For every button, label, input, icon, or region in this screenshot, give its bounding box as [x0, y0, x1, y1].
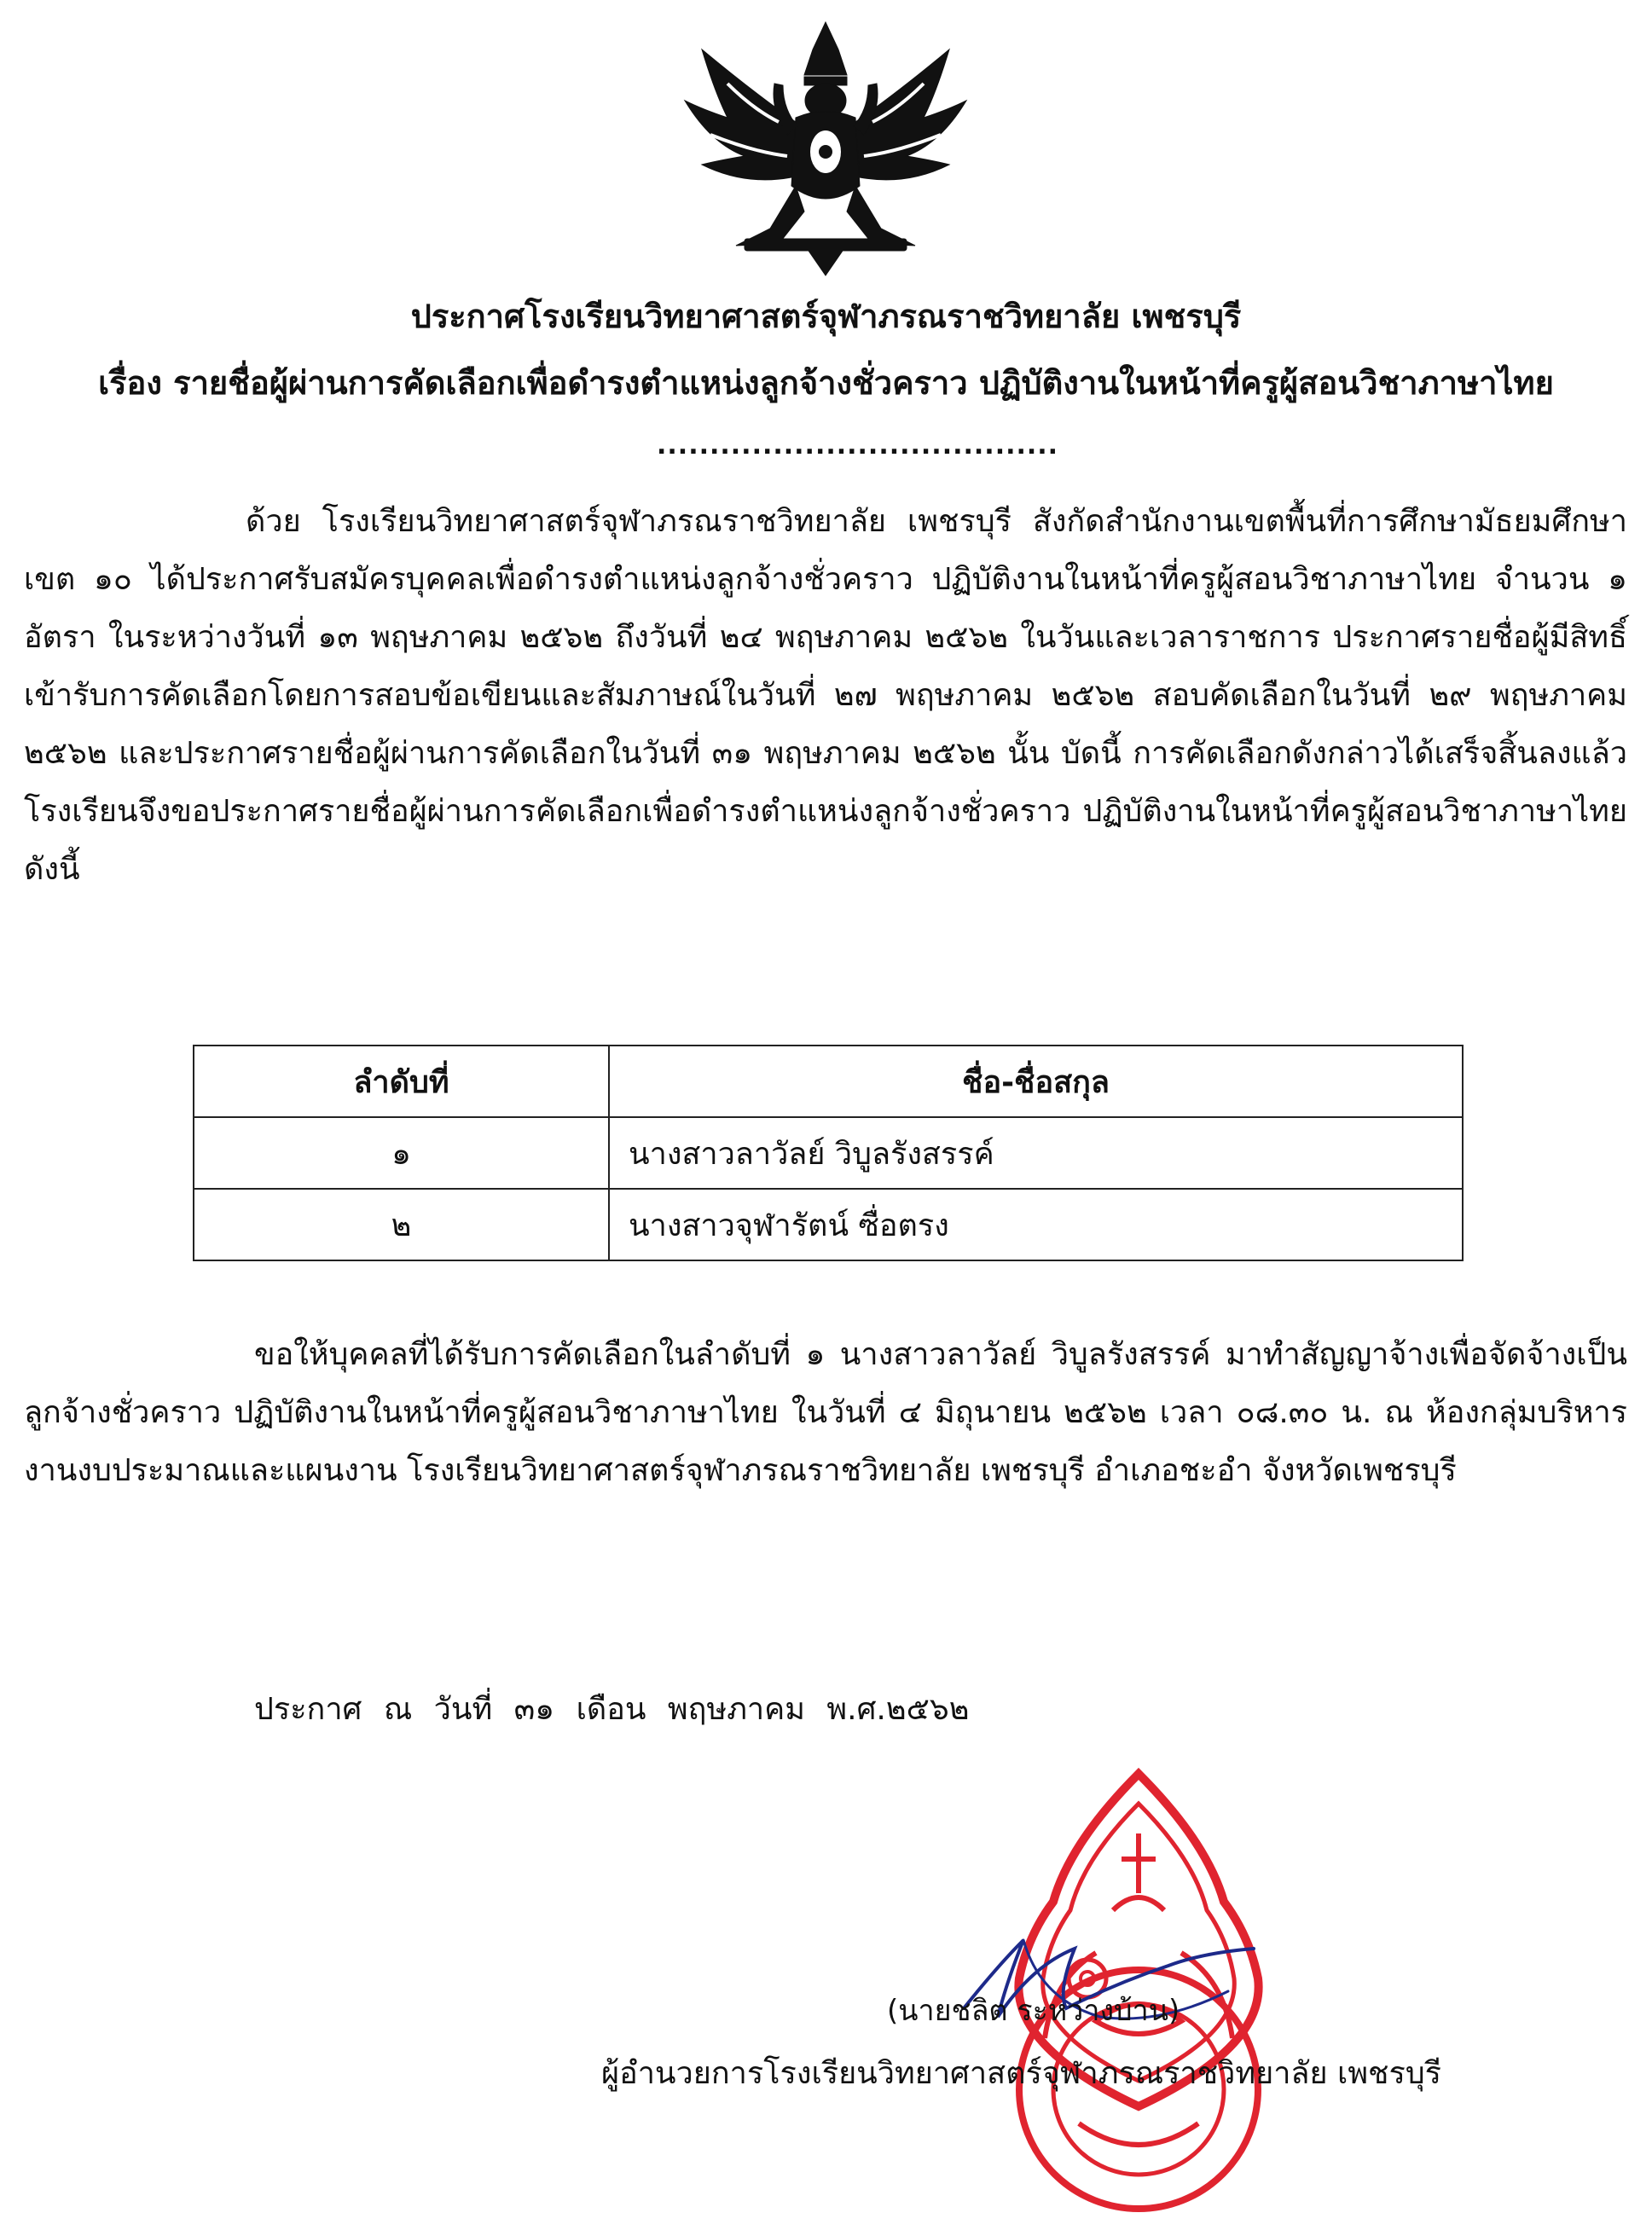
results-table	[193, 1045, 1464, 1261]
body-paragraph-2: ขอให้บุคคลที่ได้รับการคัดเลือกในลำดับที่ ๑ นางสาวลาวัลย์ วิบูลรังสรรค์ มาทำสัญญาจ้างเพื่อจัดจ้างเป็นลูกจ้างชั่วคราว ปฏิบัติงานในหน้าที่ครูผู้สอนวิชาภาษาไทย ในวันที่ ๔ มิถุนายน ๒๕๖๒ เวลา ๐๘.๓๐ น. ณ ห้องกลุ่มบริหารงานงบประมาณและแผนงาน โรงเรียนวิทยาศาสตร์จุฬาภรณราชวิทยาลัย เพชรบุรี อำเภอชะอำ จังหวัดเพชรบุรี	[24, 1337, 1627, 1488]
announcement-date: ประกาศ ณ วันที่ ๓๑ เดือน พฤษภาคม พ.ศ.๒๕๖๒	[254, 1692, 970, 1727]
row-number: ๑	[194, 1117, 609, 1189]
column-header-number: ลำดับที่	[194, 1046, 609, 1117]
signer-title: ผู้อำนวยการโรงเรียนวิทยาศาสตร์จุฬาภรณราชวิทยาลัย เพชรบุรี	[601, 2056, 1442, 2091]
table-row	[194, 1117, 1463, 1189]
garuda-emblem-icon	[676, 15, 975, 280]
body-paragraph-1: ด้วย โรงเรียนวิทยาศาสตร์จุฬาภรณราชวิทยาลัย เพชรบุรี สังกัดสำนักงานเขตพื้นที่การศึกษามัธยมศึกษาเขต ๑๐ ได้ประกาศรับสมัครบุคคลเพื่อดำรงตำแหน่งลูกจ้างชั่วคราว ปฏิบัติงานในหน้าที่ครูผู้สอนวิชาภาษาไทย จำนวน ๑ อัตรา ในระหว่างวันที่ ๑๓ พฤษภาคม ๒๕๖๒ ถึงวันที่ ๒๔ พฤษภาคม ๒๕๖๒ ในวันและเวลาราชการ ประกาศรายชื่อผู้มีสิทธิ์เข้ารับการคัดเลือกโดยการสอบข้อเขียนและสัมภาษณ์ในวันที่ ๒๗ พฤษภาคม ๒๕๖๒ สอบคัดเลือกในวันที่ ๒๙ พฤษภาคม ๒๕๖๒ และประกาศรายชื่อผู้ผ่านการคัดเลือกในวันที่ ๓๑ พฤษภาคม ๒๕๖๒ นั้น บัดนี้ การคัดเลือกดังกล่าวได้เสร็จสิ้นลงแล้ว โรงเรียนจึงขอประกาศรายชื่อผู้ผ่านการคัดเลือกเพื่อดำรงตำแหน่งลูกจ้างชั่วคราว ปฏิบัติงานในหน้าที่ครูผู้สอนวิชาภาษาไทย ดังนี้	[24, 504, 1627, 887]
row-name: นางสาวลาวัลย์ วิบูลรังสรรค์	[609, 1117, 1463, 1189]
announcement-title: ประกาศโรงเรียนวิทยาศาสตร์จุฬาภรณราชวิทยาลัย เพชรบุรี	[410, 298, 1242, 335]
title-separator: ......................................	[657, 431, 1059, 461]
table-row	[194, 1189, 1463, 1260]
table-header-row	[194, 1046, 1463, 1117]
signer-name: (นายชลิต ระหว่างบ้าน)	[887, 1994, 1180, 2028]
column-header-name: ชื่อ-ชื่อสกุล	[609, 1046, 1463, 1117]
row-number: ๒	[194, 1189, 609, 1260]
announcement-subject: เรื่อง รายชื่อผู้ผ่านการคัดเลือกเพื่อดำรงตำแหน่งลูกจ้างชั่วคราว ปฏิบัติงานในหน้าที่ครูผู้สอนวิชาภาษาไทย	[98, 364, 1554, 402]
row-name: นางสาวจุฬารัตน์ ซื่อตรง	[609, 1189, 1463, 1260]
